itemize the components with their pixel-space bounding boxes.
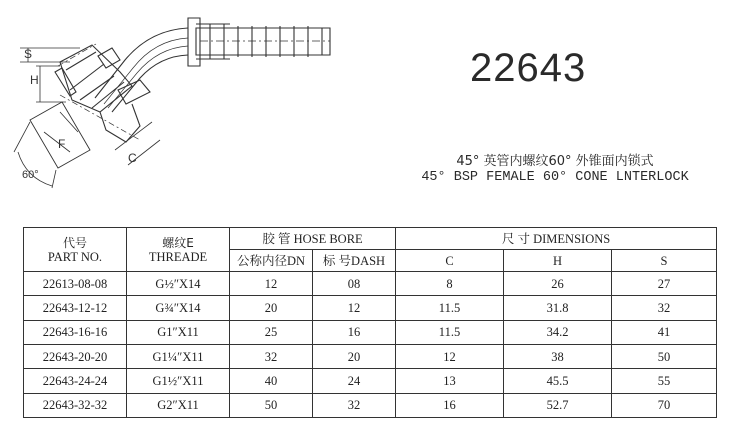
cell-h: 31.8	[504, 296, 612, 320]
cell-part: 22643-20-20	[24, 344, 127, 368]
cell-dn: 50	[230, 393, 313, 417]
cell-dn: 12	[230, 272, 313, 296]
cell-h: 52.7	[504, 393, 612, 417]
hex-nut	[60, 45, 132, 112]
header-part-cn: 代号	[62, 235, 87, 250]
cell-s: 32	[612, 296, 717, 320]
cell-h: 26	[504, 272, 612, 296]
cell-dash: 08	[313, 272, 396, 296]
header-thread	[127, 228, 230, 272]
cell-c: 12	[396, 344, 504, 368]
cell-thread: G½″X14	[127, 272, 230, 296]
dim-label-h: H	[30, 73, 39, 87]
cell-dn: 25	[230, 320, 313, 344]
cell-thread: G1″X11	[127, 320, 230, 344]
bent-tube	[95, 28, 188, 98]
cell-c: 13	[396, 369, 504, 393]
cell-dash: 24	[313, 369, 396, 393]
cell-dash: 16	[313, 320, 396, 344]
dim-label-s: S	[24, 47, 33, 61]
table-row	[24, 296, 717, 320]
dim-label-c: C	[128, 151, 137, 165]
dimensions-table	[23, 227, 717, 418]
cell-c: 8	[396, 272, 504, 296]
header-part-no	[24, 228, 127, 272]
table-row	[24, 344, 717, 368]
header-c: C	[396, 250, 504, 272]
header-dash: 标 号DASH	[313, 250, 396, 272]
header-h: H	[504, 250, 612, 272]
table-row	[24, 369, 717, 393]
header-thread-cn: 螺纹E	[162, 235, 194, 250]
cell-c: 16	[396, 393, 504, 417]
header-dimensions: 尺 寸 DIMENSIONS	[396, 228, 717, 250]
cell-s: 70	[612, 393, 717, 417]
cell-c: 11.5	[396, 296, 504, 320]
fitting-drawing	[0, 0, 400, 215]
cell-dn: 40	[230, 369, 313, 393]
cell-s: 55	[612, 369, 717, 393]
table-row	[24, 272, 717, 296]
cell-part: 22643-32-32	[24, 393, 127, 417]
header-s: S	[612, 250, 717, 272]
cell-dash: 32	[313, 393, 396, 417]
header-part-en: PART NO.	[47, 249, 103, 264]
header-thread-en: THREADE	[148, 249, 208, 264]
cell-thread: G1¼″X11	[127, 344, 230, 368]
cell-thread: G1½″X11	[127, 369, 230, 393]
cone-seat	[30, 102, 90, 168]
cell-dash: 20	[313, 344, 396, 368]
cell-part: 22613-08-08	[24, 272, 127, 296]
cell-h: 34.2	[504, 320, 612, 344]
cell-s: 27	[612, 272, 717, 296]
cell-s: 41	[612, 320, 717, 344]
table-row	[24, 320, 717, 344]
cell-dn: 20	[230, 296, 313, 320]
header-dn: 公称内径DN	[230, 250, 313, 272]
part-number-title: 22643	[470, 46, 587, 90]
cell-h: 45.5	[504, 369, 612, 393]
cell-part: 22643-16-16	[24, 320, 127, 344]
cell-c: 11.5	[396, 320, 504, 344]
cell-dn: 32	[230, 344, 313, 368]
cell-s: 50	[612, 344, 717, 368]
cell-h: 38	[504, 344, 612, 368]
dim-label-f: F	[58, 137, 66, 151]
cell-thread: G2″X11	[127, 393, 230, 417]
dim-label-angle: 60°	[22, 169, 39, 181]
description-chinese: 45° 英管内螺纹60° 外锥面内锁式	[456, 154, 654, 169]
cell-part: 22643-24-24	[24, 369, 127, 393]
header-hose-bore: 胶 管 HOSE BORE	[230, 228, 396, 250]
table-row	[24, 393, 717, 417]
cell-dash: 12	[313, 296, 396, 320]
description-english: 45° BSP FEMALE 60° CONE LNTERLOCK	[421, 170, 689, 185]
cell-thread: G¾″X14	[127, 296, 230, 320]
hose-tail	[196, 28, 330, 55]
cell-part: 22643-12-12	[24, 296, 127, 320]
